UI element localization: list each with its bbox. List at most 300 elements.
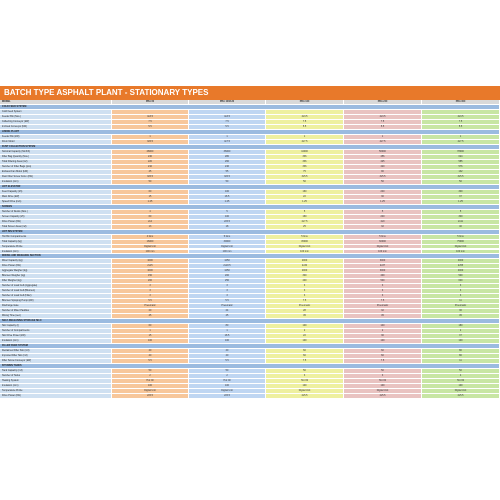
spec-value-cell: 55 [189,170,266,175]
spec-value-cell: 3 [112,284,189,289]
spec-value-cell: 75000 [422,240,500,245]
spec-value-cell: 200 [189,274,266,279]
spec-value-cell: 4x7.5 [422,140,500,145]
spec-value-cell: 75 [266,170,344,175]
spec-label-cell: Insulation (mm) [0,250,112,255]
spec-label-cell: Total Filtering Area (m2) [0,160,112,165]
spec-value-cell: 7.5 [112,120,189,125]
spec-value-cell: 280 [189,155,266,160]
spec-value-cell: 3 [266,284,344,289]
spec-value-cell: 3 [266,289,344,294]
spec-value-cell: 50 [266,180,344,185]
spec-label-cell: Insulation (mm) [0,180,112,185]
spec-value-cell: 90 [344,170,422,175]
spec-label-cell: Number of Load Cell (Bitumen) [0,289,112,294]
spec-value-cell: 1.25 [422,200,500,205]
spec-value-cell: 7.5 [422,120,500,125]
spec-label-cell: Filter Bag Quantity (Nos.) [0,155,112,160]
spec-value-cell: 2x5.5 [266,394,344,399]
spec-value-cell: 3x5.5 [422,175,500,180]
section-label-cell: DUST COLLECTION SYSTEM [0,145,500,150]
spec-value-cell: 78000 [422,150,500,155]
spec-value-cell: 2x18.5 [189,264,266,269]
spec-label-cell: Bitumen Spraying Pump (kW) [0,299,112,304]
spec-value-cell: 40 [189,349,266,354]
spec-value-cell: 4x3.5 [189,115,266,120]
spec-label-cell: Screen Capacity (t/h) [0,215,112,220]
spec-value-cell: 11 [422,359,500,364]
header-model-cell: PBA 60 [112,100,189,105]
spec-value-cell: 7.5 [344,120,422,125]
spec-value-cell: 25 [266,225,344,230]
spec-value-cell: 45 [112,170,189,175]
spec-value-cell: 4 [422,374,500,379]
spec-value-cell: 2000 [266,259,344,264]
spec-value-cell: 5 [344,210,422,215]
spec-label-cell: Filler Weigher (kg) [0,279,112,284]
spec-label-cell: Silo Drive Power (kW) [0,334,112,339]
spec-value-cell: 1000 [112,269,189,274]
spec-value-cell: 2x5.5 [189,220,266,225]
spec-value-cell: 100 [266,324,344,329]
spec-value-cell: 2x5.5 [189,394,266,399]
spec-value-cell: 45 [266,314,344,319]
spec-value-cell: 30000 [189,240,266,245]
spec-value-cell: 132 [422,170,500,175]
spec-value-cell: 22 [266,334,344,339]
specification-table [0,100,500,399]
spec-label-cell: Drive Power (kW) [0,264,112,269]
spec-value-cell: 60 [112,324,189,329]
spec-label-cell: Discharge Gate [0,304,112,309]
spec-value-cell: 100 [344,339,422,344]
spec-value-cell: 45 [422,314,500,319]
spec-value-cell: 3 [344,294,422,299]
spec-value-cell: Pneumatic [189,304,266,309]
spec-label-cell: Main Drive (kW) [0,195,112,200]
spec-value-cell: 18.5 [189,195,266,200]
spec-value-cell: 36000 [189,150,266,155]
spec-value-cell: 150 [112,274,189,279]
spec-label-cell: Exhaust Fan Motor (kW) [0,170,112,175]
spec-value-cell: 24 [189,309,266,314]
spec-value-cell: 16000 [112,240,189,245]
spec-value-cell: Pneumatic [422,304,500,309]
spec-value-cell: 4000 [422,259,500,264]
spec-value-cell: Pneumatic [112,304,189,309]
spec-value-cell: 28000 [112,150,189,155]
spec-value-cell: 50 [422,369,500,374]
spec-value-cell: 7.5 [189,120,266,125]
spec-value-cell: 100 mm [344,250,422,255]
spec-value-cell: 180 [422,324,500,329]
spec-value-cell: 5 bins [189,235,266,240]
spec-value-cell: 50 [189,369,266,374]
spec-value-cell: 5.5 [189,359,266,364]
spec-label-cell: Reclaimed Filler Silo (m3) [0,349,112,354]
spec-value-cell: 4x7.5 [189,140,266,145]
spec-value-cell: 100 [112,339,189,344]
spec-label-cell: Mixing Time (sec) [0,314,112,319]
spec-value-cell: 1250 [189,259,266,264]
spec-value-cell: 45000 [266,240,344,245]
spec-value-cell: 7.5 [266,299,344,304]
spec-value-cell: 7.5 [344,299,422,304]
spec-label-cell: Number of Decks (Nos.) [0,210,112,215]
spec-value-cell: 5 bins [266,235,344,240]
header-model-cell: PBA 100/120 [189,100,266,105]
spec-value-cell: 100 [189,339,266,344]
spec-label-cell: Bitumen Weigher (kg) [0,274,112,279]
spec-value-cell: 400 [344,274,422,279]
spec-value-cell: 50 [112,180,189,185]
spec-value-cell: 3 [112,294,189,299]
spec-value-cell: 3x5.5 [344,175,422,180]
spec-sheet [0,86,500,399]
spec-value-cell: 2x55 [422,264,500,269]
spec-value-cell: 1.25 [266,200,344,205]
spec-value-cell: 60000 [344,240,422,245]
spec-label-cell: Dust Filter Screw Conv. (kW) [0,175,112,180]
spec-value-cell: 4x7.5 [266,140,344,145]
spec-value-cell: 7.5 [266,120,344,125]
spec-value-cell: 2x30 [266,264,344,269]
spec-value-cell: 40 [112,354,189,359]
section-label-cell: COLD FEED SYSTEM [0,105,500,110]
section-label-cell: HOT BIN SYSTEM [0,230,500,235]
spec-value-cell: 1 [112,329,189,334]
spec-value-cell: 3000 [344,269,422,274]
spec-label-cell: Silo Capacity (t) [0,324,112,329]
header-model-cell: PBA 300 [422,100,500,105]
spec-value-cell: 425 [344,160,422,165]
spec-value-cell: 600 [422,279,500,284]
spec-value-cell: 4x7.5 [344,140,422,145]
spec-value-cell: 2 [344,329,422,334]
spec-value-cell: 585 [422,160,500,165]
spec-value-cell: 3 [344,374,422,379]
spec-label-cell: Feeder Bin (kW) [0,135,112,140]
spec-label-cell: Feeder Bin (Nos.) [0,115,112,120]
spec-value-cell: 500 [344,279,422,284]
spec-value-cell: 2x5.5 [344,394,422,399]
spec-value-cell: 100 [422,339,500,344]
spec-value-cell: Hot Oil [189,379,266,384]
spec-value-cell: 1 [422,135,500,140]
spec-value-cell: 2 [112,374,189,379]
spec-value-cell: 100 [189,190,266,195]
spec-value-cell: 260 [189,160,266,165]
spec-value-cell: 624 [422,155,500,160]
spec-value-cell: 1250 [189,269,266,274]
spec-value-cell: 4 bins [112,235,189,240]
spec-value-cell: 4x3.5 [422,115,500,120]
spec-value-cell: 36 [422,309,500,314]
spec-value-cell: 5.5 [266,125,344,130]
spec-value-cell: Digital Unit [189,245,266,250]
section-label-cell: BITUMEN TANKS [0,364,500,369]
spec-value-cell: 80 [189,324,266,329]
spec-value-cell: 100 [189,384,266,389]
spec-value-cell: 3 [422,289,500,294]
spec-value-cell: 2x7.5 [266,220,344,225]
section-label-cell: FILLER FEED SYSTEM [0,344,500,349]
spec-value-cell: 60 [344,349,422,354]
spec-value-cell: Hot Oil [112,379,189,384]
spec-value-cell: 3 [422,284,500,289]
spec-value-cell: 5.5 [112,359,189,364]
spec-label-cell: Number of Tanks [0,374,112,379]
spec-label-cell: Temperature Probe [0,245,112,250]
spec-value-cell: 30 [344,334,422,339]
spec-value-cell: Digital Unit [266,389,344,394]
spec-value-cell: 50 [189,180,266,185]
spec-value-cell: 1000 [112,259,189,264]
spec-value-cell: 400 [266,279,344,284]
spec-value-cell: 100 mm [112,250,189,255]
spec-label-cell: Inclined Conveyor (kW) [0,125,112,130]
spec-label-cell: Number of Load Cell (Filler) [0,294,112,299]
spec-value-cell: 240 [344,215,422,220]
spec-value-cell: 60 [112,190,189,195]
spec-value-cell: 5 [422,210,500,215]
sheet-banner [0,86,500,100]
spec-label-cell: Total Screen Area (m2) [0,225,112,230]
spec-value-cell: 210 [112,165,189,170]
spec-value-cell: 1.25 [344,200,422,205]
spec-value-cell: 4x3.5 [344,115,422,120]
spec-value-cell: 576 [422,165,500,170]
spec-value-cell: 4000 [422,269,500,274]
spec-value-cell: 2000 [266,269,344,274]
spec-value-cell: 1.25 [189,200,266,205]
spec-value-cell: 3 [189,284,266,289]
spec-label-cell: Aggregate Weigher (kg) [0,269,112,274]
spec-value-cell: Digital Unit [344,389,422,394]
spec-value-cell: 1.25 [112,200,189,205]
spec-value-cell: 3x5.5 [266,175,344,180]
spec-value-cell: Digital Unit [112,389,189,394]
spec-value-cell: 3 [189,294,266,299]
spec-value-cell: 300 [266,274,344,279]
spec-value-cell: 100 mm [422,250,500,255]
spec-value-cell: 240 [112,155,189,160]
spec-value-cell: 100 [266,384,344,389]
spec-value-cell: Hot Oil [344,379,422,384]
spec-value-cell: 50 [422,180,500,185]
spec-label-cell: Feed Capacity (t/h) [0,190,112,195]
spec-label-cell: Speed Drive (m/s) [0,200,112,205]
spec-value-cell: 336 [266,155,344,160]
spec-value-cell: 3 [344,284,422,289]
spec-label-cell: Tank Capacity (m3) [0,369,112,374]
spec-value-cell: 2x9 [344,220,422,225]
spec-value-cell: 300 [422,190,500,195]
section-label-cell: MIXING AND WEIGHING SECTION [0,254,500,259]
spec-value-cell: 1 [112,135,189,140]
spec-value-cell: 50 [344,180,422,185]
spec-value-cell: 3 [422,294,500,299]
spec-value-cell: 2 [422,329,500,334]
table-row [0,394,500,399]
spec-value-cell: 160 [266,190,344,195]
spec-value-cell: 18.5 [189,334,266,339]
spec-label-cell: Number of Mixer Paddles [0,309,112,314]
spec-label-cell: Drive Power (kW) [0,394,112,399]
spec-value-cell: 336 [266,165,344,170]
spec-value-cell: 140 [344,324,422,329]
spec-label-cell: Cold Feed System [0,110,112,115]
spec-value-cell: 3 [344,289,422,294]
spec-value-cell: 45 [112,314,189,319]
spec-value-cell: 5.5 [422,125,500,130]
spec-value-cell: 456 [344,155,422,160]
spec-value-cell: Digital Unit [344,245,422,250]
spec-value-cell: 2 [266,329,344,334]
spec-value-cell: Hot Oil [422,379,500,384]
spec-value-cell: 100 mm [189,250,266,255]
spec-value-cell: 13 [112,225,189,230]
spec-value-cell: 7.5 [266,359,344,364]
spec-value-cell: 11 [422,299,500,304]
spec-label-cell: Drive Power (kW) [0,220,112,225]
spec-value-cell: 50 [112,369,189,374]
spec-value-cell: 3 [266,294,344,299]
spec-value-cell: 7.5 [344,359,422,364]
spec-value-cell: Digital Unit [189,389,266,394]
spec-value-cell: 3 [112,289,189,294]
spec-value-cell: 5 [189,210,266,215]
spec-label-cell: Filler Screw Conveyor (kW) [0,359,112,364]
header-model-cell: PBA 240 [344,100,422,105]
spec-value-cell: 44000 [266,150,344,155]
spec-value-cell: 500 [422,274,500,279]
spec-value-cell: 1 [266,135,344,140]
spec-value-cell: 3x5.5 [189,175,266,180]
spec-label-cell: Collecting Conveyor (kW) [0,120,112,125]
spec-value-cell: Hot Oil [266,379,344,384]
spec-value-cell: 60 [112,215,189,220]
spec-value-cell: Pneumatic [344,304,422,309]
spec-label-cell: Number of Load Cell (Aggregate) [0,284,112,289]
spec-value-cell: 37 [422,334,500,339]
spec-value-cell: 45 [189,314,266,319]
spec-value-cell: 50 [266,369,344,374]
spec-value-cell: 100 [344,384,422,389]
spec-value-cell: 28 [266,309,344,314]
spec-value-cell: 246 [189,165,266,170]
spec-value-cell: 1 [189,135,266,140]
spec-value-cell: 336 [266,160,344,165]
spec-value-cell: 80 [422,349,500,354]
spec-value-cell: 250 [189,279,266,284]
spec-label-cell: Insulation (mm) [0,339,112,344]
spec-value-cell: 45 [344,314,422,319]
spec-value-cell: 1 [189,329,266,334]
section-label-cell: HOT ELEVATOR [0,185,500,190]
spec-value-cell: 56000 [344,150,422,155]
spec-value-cell: 3 [189,289,266,294]
spec-label-cell: Heating System [0,379,112,384]
spec-value-cell: 2x15 [112,264,189,269]
spec-label-cell: Drum Motor [0,140,112,145]
spec-value-cell: 5.5 [189,125,266,130]
spec-value-cell: 300 [422,215,500,220]
spec-value-cell: 2x11 [422,220,500,225]
spec-value-cell: 4x3.5 [266,115,344,120]
spec-value-cell: 2x37 [344,264,422,269]
spec-value-cell: 15 [112,334,189,339]
spec-value-cell: 32 [344,225,422,230]
spec-value-cell: 1 [344,135,422,140]
section-label-cell: SCREEN [0,205,500,210]
spec-value-cell: 5.5 [344,125,422,130]
spec-label-cell: Imported Filler Silo (m3) [0,354,112,359]
spec-label-cell: Hot Bin Compartments [0,235,112,240]
header-model-cell: PBA 160 [266,100,344,105]
spec-value-cell: 37 [422,195,500,200]
spec-value-cell: 240 [344,190,422,195]
spec-value-cell: 32 [344,309,422,314]
spec-value-cell: 40 [112,349,189,354]
spec-value-cell: 5.5 [112,299,189,304]
spec-value-cell: Digital Unit [112,245,189,250]
spec-label-cell: Mixer Capacity (kg) [0,259,112,264]
spec-value-cell: 4x3.5 [112,115,189,120]
spec-label-cell: Number of Compartments [0,329,112,334]
spec-value-cell: 220 [112,160,189,165]
spec-value-cell: 80 [422,354,500,359]
spec-value-cell: 30 [344,195,422,200]
sheet-title: BATCH TYPE ASPHALT PLANT - STATIONARY TYPES [4,88,209,97]
spec-label-cell: Total Capacity (kg) [0,240,112,245]
section-label-cell: SELF-RELEASING STORAGE SILO [0,319,500,324]
section-label-cell: LIMING PLANT [0,130,500,135]
spec-value-cell: 2x5.5 [112,394,189,399]
spec-value-cell: 3000 [344,259,422,264]
spec-label-cell: Temperature Probe [0,389,112,394]
spec-value-cell: 60 [266,349,344,354]
spec-value-cell: Digital Unit [422,245,500,250]
spec-value-cell: 3x5.5 [112,175,189,180]
spec-value-cell: 100 [266,339,344,344]
spec-value-cell: 100 [422,384,500,389]
spec-value-cell: 3 [266,374,344,379]
spec-value-cell: 2x5.5 [422,394,500,399]
spec-value-cell: 40 [189,354,266,359]
spec-value-cell: 420 [344,165,422,170]
spec-value-cell: 5.5 [189,299,266,304]
spec-value-cell: 60 [344,354,422,359]
spec-value-cell: 18 [189,225,266,230]
header-label-cell: MODEL [0,100,112,105]
spec-value-cell: 100 [112,384,189,389]
spec-label-cell: Nominal Capacity (Nm3/h) [0,150,112,155]
spec-value-cell: 5 bins [422,235,500,240]
spec-value-cell: 20 [112,309,189,314]
spec-value-cell: 2 [189,374,266,379]
spec-value-cell: Pneumatic [266,304,344,309]
spec-value-cell: 200 [112,279,189,284]
spec-value-cell: 160 [266,215,344,220]
spec-value-cell: Digital Unit [266,245,344,250]
spec-value-cell: 4 [112,210,189,215]
spec-value-cell: Digital Unit [422,389,500,394]
spec-value-cell: 5 [266,210,344,215]
spec-label-cell: Insulation (mm) [0,384,112,389]
spec-value-cell: 100 [189,215,266,220]
spec-value-cell: 60 [266,354,344,359]
